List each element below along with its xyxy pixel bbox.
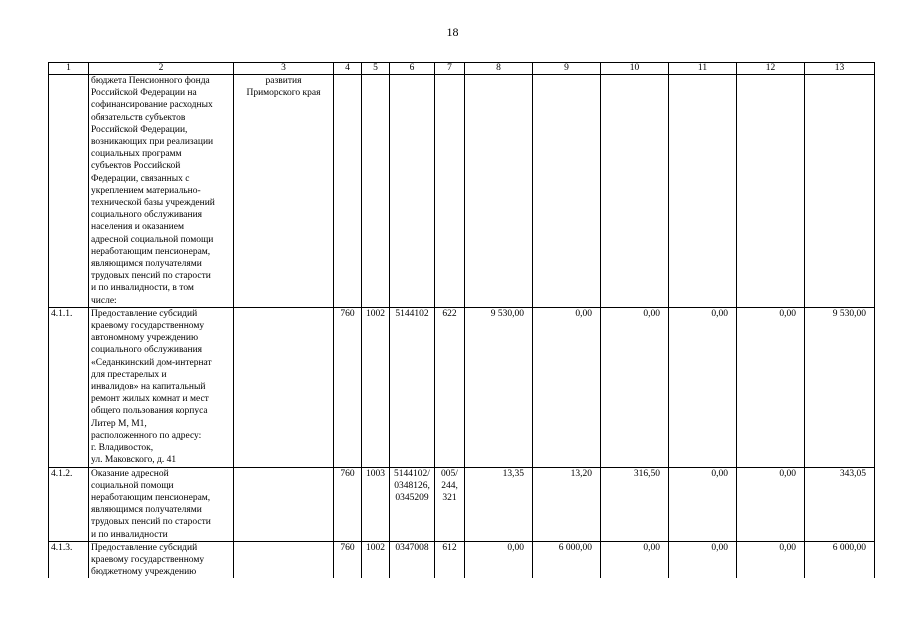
measure-name: бюджета Пенсионного фонда Российской Федерации на софинансирование расходных обязательств субъектов Российской Федерации, возникающих при реализации социальных программ субъектов Российской Федерации, связанных с укреплением материально- технической базы учреждений социального обслуживания населения и оказанием адресной социальной помощи неработающим пенсионерам, являющимся получателями трудовых пенсий по старости и по инвалидности, в том числе: bbox=[89, 75, 234, 308]
header-cell: 13 bbox=[805, 63, 875, 75]
cell-c10: 0,00 bbox=[601, 541, 669, 578]
cell-c11 bbox=[669, 75, 737, 308]
cell-c4: 760 bbox=[334, 467, 362, 541]
cell-c4: 760 bbox=[334, 541, 362, 578]
budget-table bbox=[48, 62, 875, 578]
cell-c5: 1002 bbox=[362, 307, 390, 467]
header-cell: 9 bbox=[533, 63, 601, 75]
executor bbox=[234, 541, 334, 578]
row-number: 4.1.3. bbox=[49, 541, 89, 578]
cell-c10: 316,50 bbox=[601, 467, 669, 541]
cell-c6: 5144102 bbox=[390, 307, 435, 467]
cell-c12: 0,00 bbox=[737, 307, 805, 467]
measure-name: Предоставление субсидий краевому государственному автономному учреждению социального обслуживания «Седанкинский дом-интернат для престарелых и инвалидов» на капитальный ремонт жилых комнат и мест общего пользования корпуса Литер М, М1, расположенного по адресу: г. Владивосток, ул. Маковского, д. 41 bbox=[89, 307, 234, 467]
executor: развития Приморского края bbox=[234, 75, 334, 308]
header-cell: 7 bbox=[435, 63, 465, 75]
cell-c12 bbox=[737, 75, 805, 308]
cell-c4 bbox=[334, 75, 362, 308]
header-cell: 5 bbox=[362, 63, 390, 75]
cell-c11: 0,00 bbox=[669, 541, 737, 578]
cell-c9 bbox=[533, 75, 601, 308]
executor bbox=[234, 467, 334, 541]
cell-c5: 1002 bbox=[362, 541, 390, 578]
cell-c13: 6 000,00 bbox=[805, 541, 875, 578]
header-cell: 4 bbox=[334, 63, 362, 75]
cell-c10 bbox=[601, 75, 669, 308]
table-row bbox=[49, 467, 875, 541]
cell-c7: 612 bbox=[435, 541, 465, 578]
cell-c8 bbox=[465, 75, 533, 308]
row-number: 4.1.1. bbox=[49, 307, 89, 467]
row-number: 4.1.2. bbox=[49, 467, 89, 541]
cell-c8: 9 530,00 bbox=[465, 307, 533, 467]
executor bbox=[234, 307, 334, 467]
measure-name: Предоставление субсидий краевому государственному бюджетному учреждению bbox=[89, 541, 234, 578]
header-cell: 8 bbox=[465, 63, 533, 75]
cell-c7 bbox=[435, 75, 465, 308]
cell-c13: 343,05 bbox=[805, 467, 875, 541]
header-cell: 3 bbox=[234, 63, 334, 75]
page-number: 18 bbox=[446, 25, 459, 39]
cell-c7: 622 bbox=[435, 307, 465, 467]
cell-c8: 13,35 bbox=[465, 467, 533, 541]
measure-name: Оказание адресной социальной помощи неработающим пенсионерам, являющимся получателями трудовых пенсий по старости и по инвалидности bbox=[89, 467, 234, 541]
table-row bbox=[49, 541, 875, 578]
cell-c7: 005/ 244, 321 bbox=[435, 467, 465, 541]
cell-c9: 0,00 bbox=[533, 307, 601, 467]
cell-c11: 0,00 bbox=[669, 307, 737, 467]
header-cell: 6 bbox=[390, 63, 435, 75]
cell-c13 bbox=[805, 75, 875, 308]
header-cell: 11 bbox=[669, 63, 737, 75]
cell-c5: 1003 bbox=[362, 467, 390, 541]
cell-c12: 0,00 bbox=[737, 467, 805, 541]
header-cell: 12 bbox=[737, 63, 805, 75]
cell-c6: 5144102/ 0348126, 0345209 bbox=[390, 467, 435, 541]
cell-c5 bbox=[362, 75, 390, 308]
cell-c12: 0,00 bbox=[737, 541, 805, 578]
table-row bbox=[49, 307, 875, 467]
cell-c6: 0347008 bbox=[390, 541, 435, 578]
cell-c9: 13,20 bbox=[533, 467, 601, 541]
header-row bbox=[49, 63, 875, 75]
cell-c11: 0,00 bbox=[669, 467, 737, 541]
header-cell: 2 bbox=[89, 63, 234, 75]
cell-c8: 0,00 bbox=[465, 541, 533, 578]
cell-c13: 9 530,00 bbox=[805, 307, 875, 467]
cell-c6 bbox=[390, 75, 435, 308]
cell-c10: 0,00 bbox=[601, 307, 669, 467]
table-row bbox=[49, 75, 875, 308]
header-cell: 1 bbox=[49, 63, 89, 75]
header-cell: 10 bbox=[601, 63, 669, 75]
row-number bbox=[49, 75, 89, 308]
cell-c9: 6 000,00 bbox=[533, 541, 601, 578]
cell-c4: 760 bbox=[334, 307, 362, 467]
